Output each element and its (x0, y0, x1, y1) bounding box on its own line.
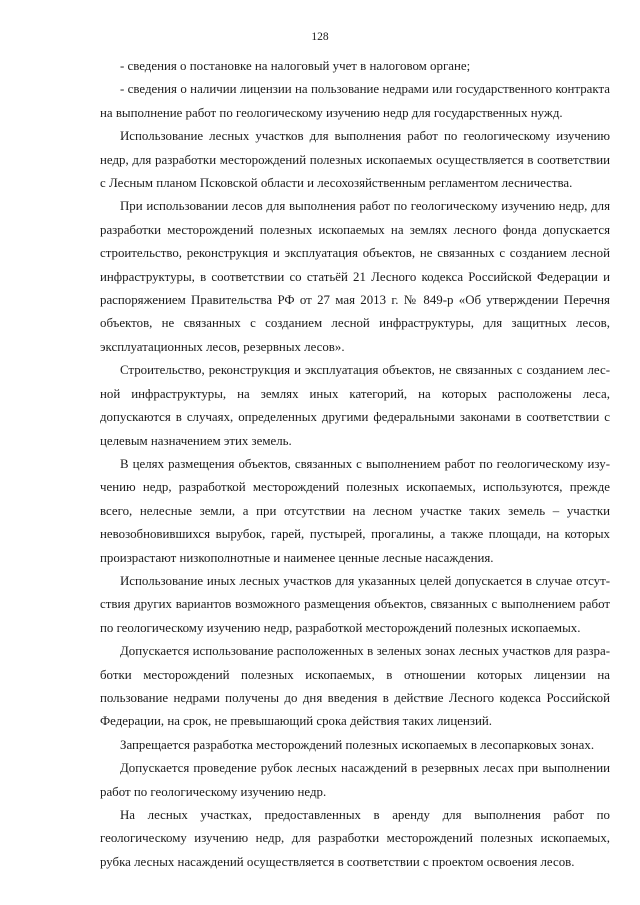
paragraph: Допускается проведение рубок лесных насаждений в резервных лесах при выполнении работ по геологическому изучению недр. (100, 761, 610, 799)
page-number: 128 (311, 31, 329, 43)
paragraph: Использование иных лесных участков для указанных целей допускается в случае отсутствия других вариантов возможного размещения объектов, связанных с выполнением работ по геологическому изучению недр, разработкой месторождений полезных ископаемых. (100, 573, 610, 635)
document-body (100, 55, 610, 874)
paragraph: На лесных участках, предоставленных в аренду для выполнения работ по геологическому изучению недр, для разработки месторождений полезных ископаемых, рубка лесных насаждений осуществляется в соответствии с проектом освоения лесов. (100, 808, 610, 869)
paragraph: Допускается использование расположенных в зеленых зонах лесных участков для разработки месторождений полезных ископаемых, в отношении которых лицензии на пользование недрами получены до дня введения в действие Лесного кодекса Российской Федерации, на срок, не превышающий срока действия таких лицензий. (100, 644, 610, 729)
paragraph: Строительство, реконструкция и эксплуатация объектов, не связанных с созданием лесной инфраструктуры, на землях иных категорий, на которых расположены леса, допускаются в случаях, определенных другими федеральными законами в соответствии с целевым назначением этих земель. (100, 363, 610, 448)
paragraph: - сведения о постановке на налоговый учет в налоговом органе; (120, 59, 471, 73)
paragraph: При использовании лесов для выполнения работ по геологическому изучению недр, для разработки месторождений полезных ископаемых на землях лесного фонда допускается строительство, реконструкция и эксплуатация объектов, не связанных с созданием лесной инфраструктуры, в соответствии со статьёй 21 Лесного кодекса Российской Федерации и распоряжением Правительства РФ от 27 мая 2013 г. № 849-р «Об утверждении Перечня объектов, не связанных с созданием лесной инфраструктуры, для защитных лесов, эксплуатационных лесов, резервных лесов». (100, 199, 610, 354)
paragraph: - сведения о наличии лицензии на пользование недрами или государственного контракта на выполнение работ по геологическому изучению недр для государственных нужд. (100, 82, 610, 120)
paragraph: Запрещается разработка месторождений полезных ископаемых в лесопарковых зонах. (120, 737, 595, 752)
paragraph: В целях размещения объектов, связанных с выполнением работ по геологическому изучению недр, разработкой месторождений полезных ископаемых, используются, прежде всего, нелесные земли, а при отсутствии на лесном участке таких земель – участки невозобновившихся вырубок, гарей, пустырей, прогалины, а также площади, на которых произрастают низкополнотные и наименее ценные лесные насаждения. (100, 456, 610, 565)
paragraph: Использование лесных участков для выполнения работ по геологическому изучению недр, для разработки месторождений полезных ископаемых осуществляется в соответствии с Лесным планом Псковской области и лесохозяйственным регламентом лесничества. (100, 129, 610, 191)
